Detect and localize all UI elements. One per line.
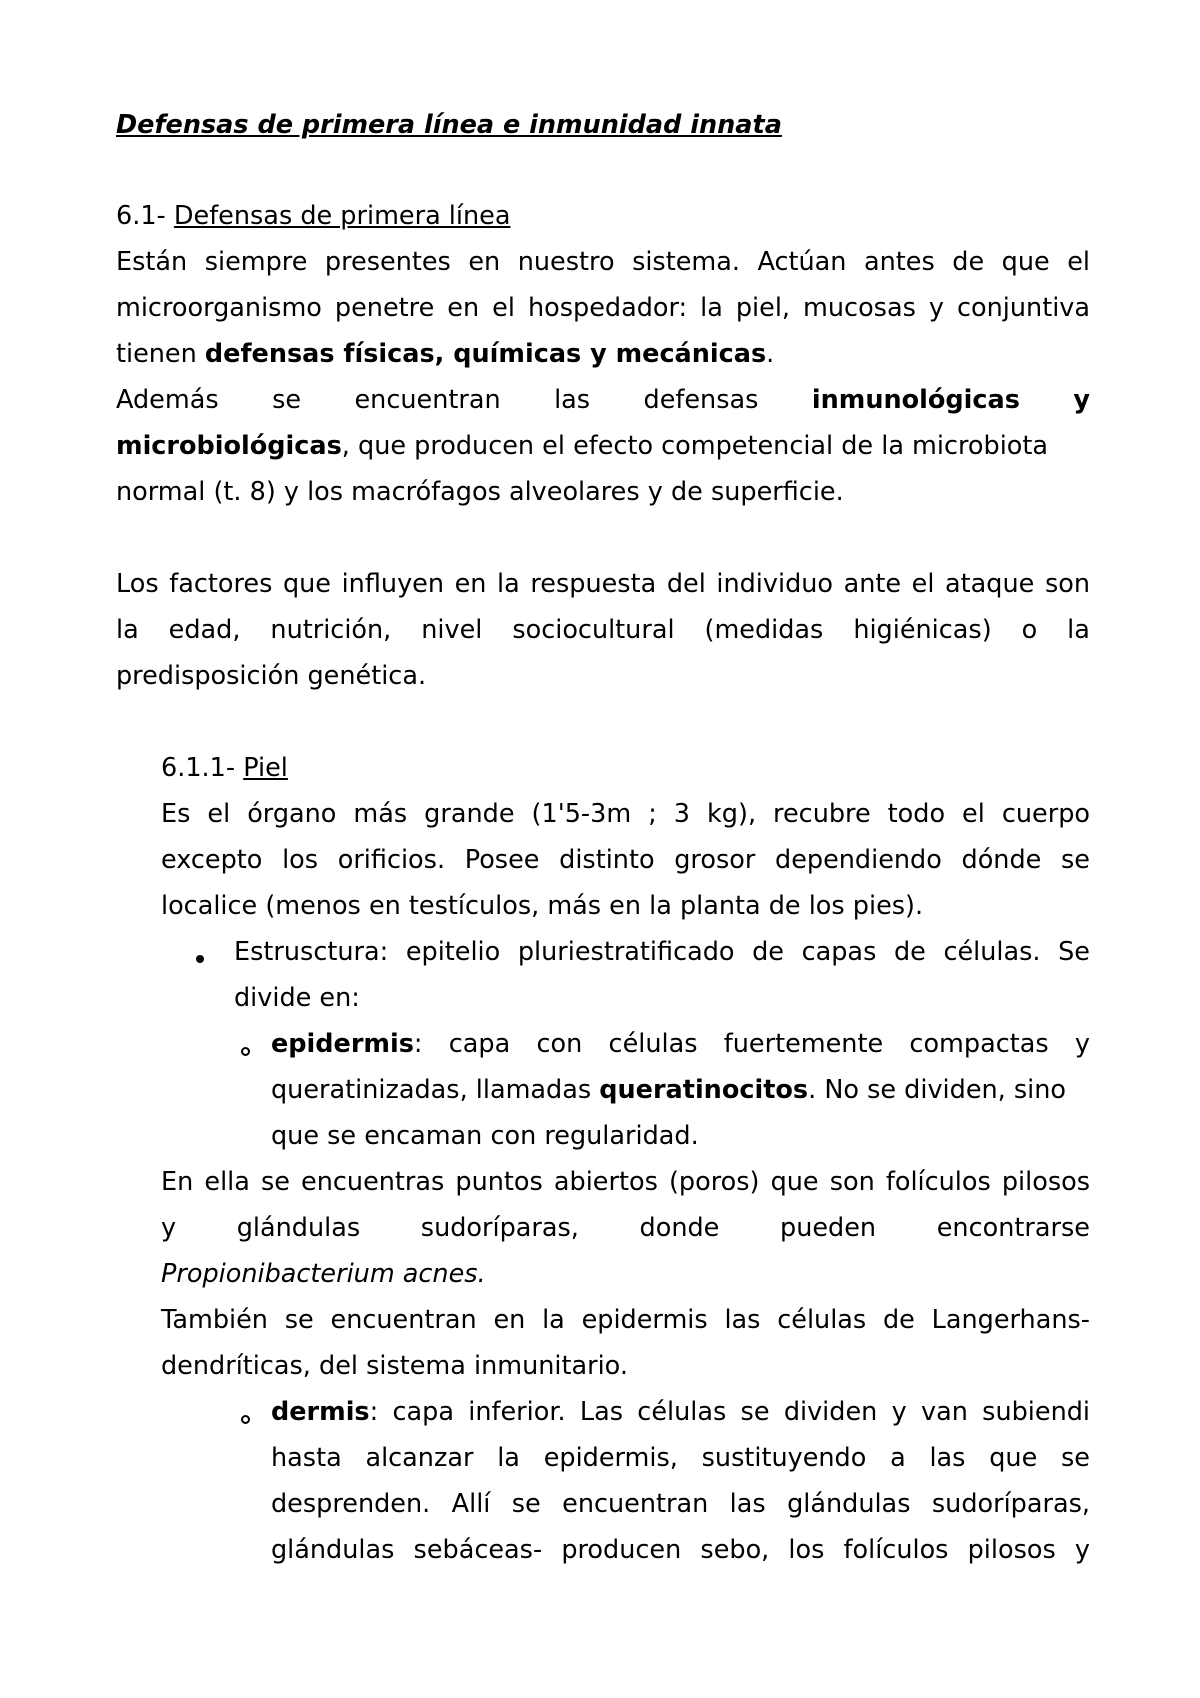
list-item-line: [271, 1027, 1090, 1061]
word: nivel: [421, 615, 483, 645]
text-run: , que producen el efecto competencial de la microbiota: [341, 431, 1049, 461]
paragraph-line: normal (t. 8) y los macrófagos alveolares y de superficie.: [116, 477, 844, 507]
word: edad,: [168, 615, 241, 645]
bullet-icon: [196, 955, 204, 963]
paragraph-line: Es el órgano más grande (1'5-3m ; 3 kg), recubre todo el cuerpo: [161, 799, 1090, 829]
text-run: : capa con células fuertemente compactas y: [413, 1029, 1090, 1059]
text-run: : capa inferior. Las células se dividen y van subiendi: [369, 1397, 1090, 1427]
paragraph-line: excepto los orificios. Posee distinto grosor dependiendo dónde se: [161, 845, 1090, 875]
list-item-line: Estrusctura: epitelio pluriestratificado de capas de células. Se: [234, 937, 1090, 967]
section-number: 6.1-: [116, 201, 174, 231]
word: las: [554, 385, 591, 415]
word: la: [1067, 615, 1090, 645]
list-item-line: hasta alcanzar la epidermis, sustituyendo a las que se: [271, 1443, 1090, 1473]
paragraph-line: [116, 337, 774, 371]
document-title: Defensas de primera línea e inmunidad innata: [116, 110, 782, 140]
word: donde: [639, 1213, 720, 1243]
word: glándulas: [236, 1213, 361, 1243]
paragraph-line: [116, 429, 1048, 463]
word: o: [1021, 615, 1038, 645]
paragraph-line: localice (menos en testículos, más en la planta de los pies).: [161, 891, 924, 921]
paragraph-line: [116, 383, 1090, 417]
word: nutrición,: [270, 615, 392, 645]
section-heading-6-1: [116, 199, 510, 233]
paragraph-line: Los factores que influyen en la respuesta del individuo ante el ataque son: [116, 569, 1090, 599]
list-item-line: glándulas sebáceas- producen sebo, los folículos pilosos y: [271, 1535, 1090, 1565]
bold-text: inmunológicas: [811, 385, 1020, 415]
text-run: . No se dividen, sino: [808, 1075, 1067, 1105]
paragraph-line: microorganismo penetre en el hospedador: la piel, mucosas y conjuntiva: [116, 293, 1090, 323]
list-item-line: [271, 1073, 1066, 1107]
paragraph-line: Propionibacterium acnes.: [161, 1259, 486, 1289]
sub-bullet-icon: [241, 1415, 250, 1424]
word: encontrarse: [936, 1213, 1090, 1243]
bold-text: y: [1073, 385, 1090, 415]
bold-text: queratinocitos: [599, 1075, 809, 1105]
text-run: tienen: [116, 339, 205, 369]
paragraph-line: Están siempre presentes en nuestro sistema. Actúan antes de que el: [116, 247, 1090, 277]
word: encuentran: [354, 385, 501, 415]
sub-bullet-icon: [241, 1047, 250, 1056]
paragraph-line: [116, 613, 1090, 647]
word: se: [272, 385, 302, 415]
bold-text: defensas físicas, químicas y mecánicas: [204, 339, 767, 369]
bold-text: epidermis: [271, 1029, 414, 1059]
paragraph-line: En ella se encuentras puntos abiertos (poros) que son folículos pilosos: [161, 1167, 1090, 1197]
word: Además: [116, 385, 219, 415]
word: defensas: [643, 385, 759, 415]
bold-text: dermis: [271, 1397, 370, 1427]
text-run: .: [766, 339, 775, 369]
list-item-line: que se encaman con regularidad.: [271, 1121, 699, 1151]
word: y: [161, 1213, 177, 1243]
word: la: [116, 615, 139, 645]
word: sociocultural: [512, 615, 675, 645]
word: (medidas: [704, 615, 824, 645]
list-item-line: [271, 1395, 1090, 1429]
paragraph-line: También se encuentran en la epidermis las células de Langerhans-: [161, 1305, 1090, 1335]
section-number: 6.1.1-: [161, 753, 244, 783]
paragraph-line: [161, 1211, 1090, 1245]
section-title: Defensas de primera línea: [173, 201, 511, 231]
section-heading-6-1-1: [161, 751, 288, 785]
paragraph-line: dendríticas, del sistema inmunitario.: [161, 1351, 628, 1381]
list-item-line: divide en:: [234, 983, 360, 1013]
word: higiénicas): [853, 615, 992, 645]
list-item-line: desprenden. Allí se encuentran las glándulas sudoríparas,: [271, 1489, 1090, 1519]
text-run: queratinizadas, llamadas: [271, 1075, 600, 1105]
bold-text: microbiológicas: [116, 431, 342, 461]
word: sudoríparas,: [420, 1213, 579, 1243]
section-title: Piel: [243, 753, 288, 783]
paragraph-line: predisposición genética.: [116, 661, 427, 691]
word: pueden: [780, 1213, 877, 1243]
